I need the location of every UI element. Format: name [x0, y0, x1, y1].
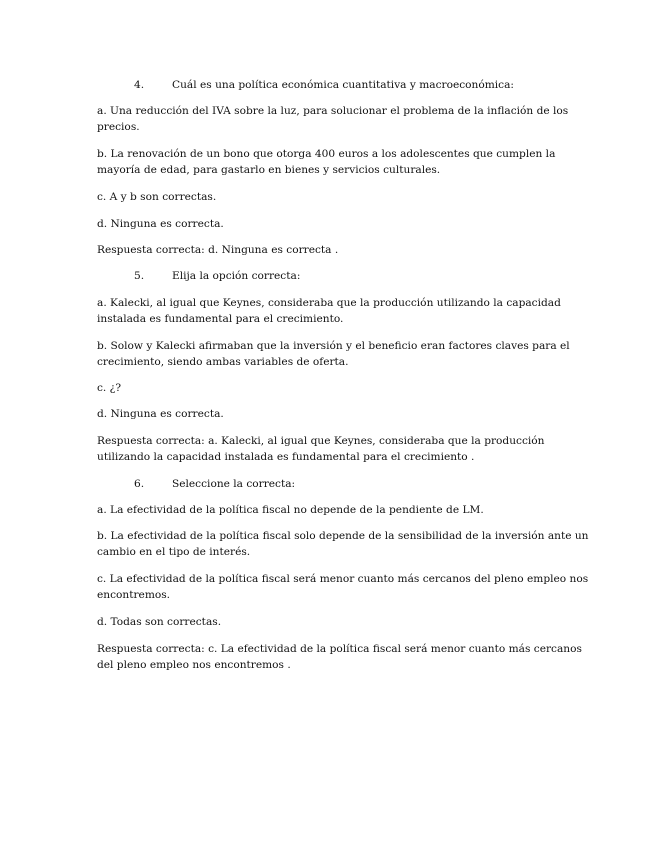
question-4-number: 4. [134, 79, 145, 91]
question-4-option-a-line-1: a. Una reducción del IVA sobre la luz, para solucionar el problema de la inflación de los [97, 105, 569, 117]
question-4-title: Cuál es una política económica cuantitativa y macroeconómica: [172, 79, 514, 91]
question-6-option-c-line-2: encontremos. [97, 589, 171, 601]
question-5-option-c: c. ¿? [97, 382, 122, 394]
question-6-option-c-line-1: c. La efectividad de la política fiscal será menor cuanto más cercanos del pleno empleo nos [97, 573, 589, 585]
question-5-title: Elija la opción correcta: [172, 270, 301, 282]
question-6-answer-line-2: del pleno empleo nos encontremos . [97, 659, 291, 671]
question-6-option-a: a. La efectividad de la política fiscal no depende de la pendiente de LM. [97, 504, 484, 516]
question-5-option-a-line-2: instalada es fundamental para el crecimiento. [97, 313, 344, 325]
question-5-option-d: d. Ninguna es correcta. [97, 408, 224, 420]
question-6-answer-line-1: Respuesta correcta: c. La efectividad de la política fiscal será menor cuanto más cercanos [97, 643, 582, 655]
question-5-option-a-line-1: a. Kalecki, al igual que Keynes, consideraba que la producción utilizando la capacidad [97, 297, 561, 309]
question-6-option-d: d. Todas son correctas. [97, 616, 222, 628]
question-5-option-b-line-2: crecimiento, siendo ambas variables de oferta. [97, 356, 349, 368]
question-4-option-d: d. Ninguna es correcta. [97, 218, 224, 230]
question-5-option-b-line-1: b. Solow y Kalecki afirmaban que la inversión y el beneficio eran factores claves para el [97, 340, 570, 352]
question-4-option-b-line-1: b. La renovación de un bono que otorga 400 euros a los adolescentes que cumplen la [97, 148, 556, 160]
question-6-option-b-line-1: b. La efectividad de la política fiscal solo depende de la sensibilidad de la inversión ante un [97, 530, 589, 542]
question-5-answer-line-1: Respuesta correcta: a. Kalecki, al igual que Keynes, consideraba que la producción [97, 435, 545, 447]
question-4-answer: Respuesta correcta: d. Ninguna es correcta . [97, 244, 339, 256]
question-5-number: 5. [134, 270, 145, 282]
question-4-option-c: c. A y b son correctas. [97, 191, 217, 203]
question-5-answer-line-2: utilizando la capacidad instalada es fundamental para el crecimiento . [97, 451, 475, 463]
question-6-number: 6. [134, 478, 145, 490]
question-4-option-b-line-2: mayoría de edad, para gastarlo en bienes y servicios culturales. [97, 164, 441, 176]
question-4-option-a-line-2: precios. [97, 121, 140, 133]
question-6-option-b-line-2: cambio en el tipo de interés. [97, 546, 251, 558]
question-6-title: Seleccione la correcta: [172, 478, 296, 490]
